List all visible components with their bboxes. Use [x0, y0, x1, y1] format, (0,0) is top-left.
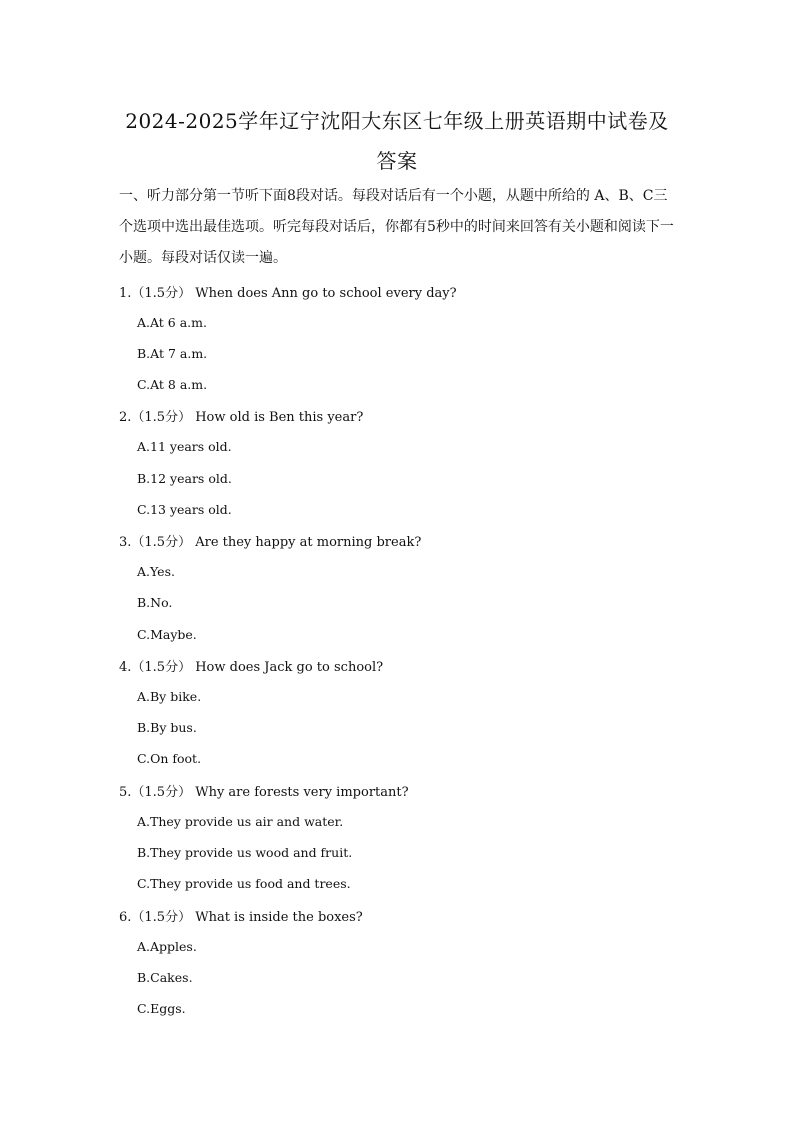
- question-3-option-b: B.No.: [137, 595, 173, 610]
- question-5-option-a: A.They provide us air and water.: [137, 814, 344, 829]
- question-4-option-c: C.On foot.: [137, 751, 202, 766]
- question-6-option-b: B.Cakes.: [137, 970, 193, 985]
- question-6-option-a: A.Apples.: [137, 939, 197, 954]
- question-4-option-b: B.By bus.: [137, 720, 197, 735]
- question-2-option-c: C.13 years old.: [137, 502, 232, 517]
- question-2-option-a: A.11 years old.: [137, 439, 232, 454]
- question-3-option-c: C.Maybe.: [137, 627, 197, 642]
- question-1-stem: 1.（1.5分） When does Ann go to school every day?: [119, 286, 457, 301]
- question-6-option-c: C.Eggs.: [137, 1001, 186, 1016]
- question-5-option-c: C.They provide us food and trees.: [137, 876, 351, 891]
- question-3-stem: 3.（1.5分） Are they happy at morning break?: [119, 535, 422, 550]
- question-2-stem: 2.（1.5分） How old is Ben this year?: [119, 410, 364, 425]
- question-5-stem: 5.（1.5分） Why are forests very important?: [119, 785, 409, 800]
- section-intro: 一、听力部分第一节听下面8段对话。每段对话后有一个小题，从题中所给的 A、B、C三个选项中选出最佳选项。听完每段对话后，你都有5秒中的时间来回答有关小题和阅读下一小题。每段对话仅读一遍。: [119, 188, 674, 266]
- question-4-option-a: A.By bike.: [137, 689, 202, 704]
- question-4-stem: 4.（1.5分） How does Jack go to school?: [119, 660, 384, 675]
- exam-title-line2: 答案: [376, 149, 418, 173]
- question-3-option-a: A.Yes.: [137, 564, 175, 579]
- exam-title-line1: 2024-2025学年辽宁沈阳大东区七年级上册英语期中试卷及: [125, 109, 669, 133]
- question-6-stem: 6.（1.5分） What is inside the boxes?: [119, 910, 363, 925]
- question-1-option-b: B.At 7 a.m.: [137, 346, 208, 361]
- question-2-option-b: B.12 years old.: [137, 471, 232, 486]
- question-5-option-b: B.They provide us wood and fruit.: [137, 845, 353, 860]
- question-1-option-a: A.At 6 a.m.: [137, 315, 207, 330]
- question-1-option-c: C.At 8 a.m.: [137, 377, 208, 392]
